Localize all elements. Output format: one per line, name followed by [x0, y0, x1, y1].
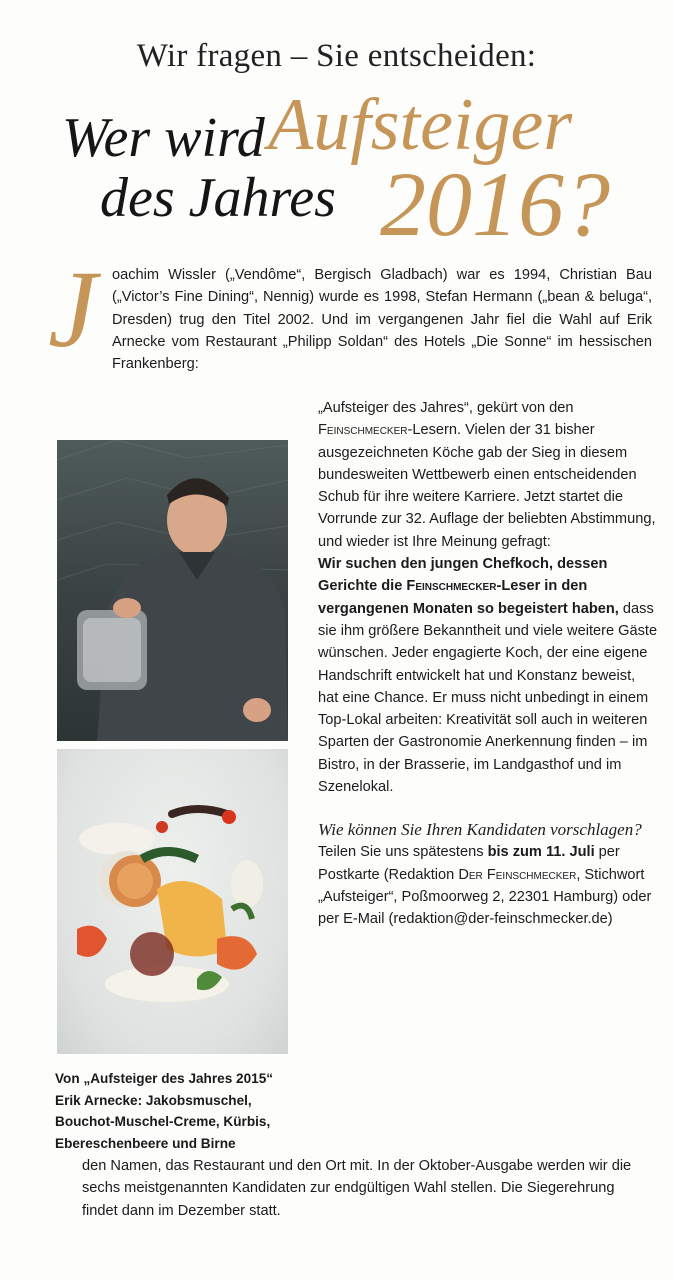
column-p3-a: Teilen Sie uns spätestens — [318, 844, 488, 861]
deadline: bis zum 11. Juli — [487, 844, 595, 861]
bold-call-a: Wir suchen den jungen Chefkoch, dessen Gerichte die — [318, 556, 608, 595]
headline-line1-black: Wer wird — [62, 107, 265, 169]
column-paragraph-2 — [318, 553, 658, 798]
intro-text: oachim Wissler („Vendôme“, Bergisch Gladbach) war es 1994, Christian Bau („Victor’s Fine Dining“, Nennig) wurde es 1998, Stefan Hermann („bean & beluga“, Dresden) trug den Titel 2002. Und im vergangenen Jahr fiel die Wahl auf Erik Arnecke vom Restaurant „Philipp Soldan“ des Hotels „Die Sonne“ im hessischen Frankenberg: — [112, 267, 652, 373]
headline-line1-gold: Aufsteiger — [268, 84, 573, 166]
column-paragraph-1 — [318, 397, 658, 553]
chef-portrait-photo — [57, 440, 288, 741]
drop-cap: J — [48, 248, 97, 370]
article-column — [318, 397, 658, 931]
column-paragraph-3 — [318, 841, 658, 930]
column-p2: dass sie ihm größere Bekanntheit und viele weitere Gäste wünschen. Jeder engagierte Koch, der eine eigene Handschrift entwickelt hat und Konstanz beweist, hat eine Chance. Er muss nicht unbedingt in einem Top-Lokal arbeiten: Kreativität soll auch in weiteren Sparten der Gastronomie Anerkennung finden – im Bistro, in der Brasserie, im Landgasthof und im Szenelokal. — [318, 600, 658, 796]
headline-kicker: Wir fragen – Sie entscheiden: — [136, 38, 537, 74]
column-p1-b: -Lesern. Vielen der 31 bisher ausgezeichneten Köche gab der Sieg in diesem bundesweiten Wettbewerb einen entscheidenden Schub für ihre weitere Karriere. Jetzt startet die Vorrunde zur 32. Auflage der beliebten Abstimmung, und wieder ist Ihre Meinung gefragt: — [318, 422, 656, 550]
headline-line2-gold: 2016? — [380, 153, 610, 255]
magazine-name-bold: Feinschmecker — [406, 578, 497, 595]
headline-line2-black: des Jahres — [100, 167, 336, 229]
photo-caption: Von „Aufsteiger des Jahres 2015“ Erik Arnecke: Jakobsmuschel, Bouchot-Muschel-Creme, Kürbis, Ebereschenbeere und Birne — [55, 1071, 274, 1151]
bold-call-b: -Leser in den vergangenen Monaten so begeistert haben, — [318, 578, 619, 617]
column-p3-c: , Stichwort „Aufsteiger“, Poßmoorweg 2, 22301 Hamburg) oder per E-Mail (redaktion@der-feinschmecker.de) — [318, 866, 652, 928]
column-p3-b: per Postkarte (Redaktion — [318, 844, 620, 883]
column-p1-a: „Aufsteiger des Jahres“, gekürt von den — [318, 400, 574, 416]
plated-dish-photo — [57, 749, 288, 1054]
subheading-how-to-nominate: Wie können Sie Ihren Kandidaten vorschlagen? — [318, 820, 642, 840]
footer-paragraph — [82, 1155, 642, 1222]
magazine-name-full: Der Feinschmecker — [458, 866, 577, 883]
footer-text: den Namen, das Restaurant und den Ort mit. In der Oktober-Ausgabe werden wir die sechs meistgenannten Kandidaten zur endgültigen Wahl stellen. Die Siegerehrung findet dann im Dezember statt. — [82, 1158, 632, 1219]
intro-paragraph — [112, 264, 652, 375]
magazine-name: Feinschmecker — [318, 422, 408, 439]
